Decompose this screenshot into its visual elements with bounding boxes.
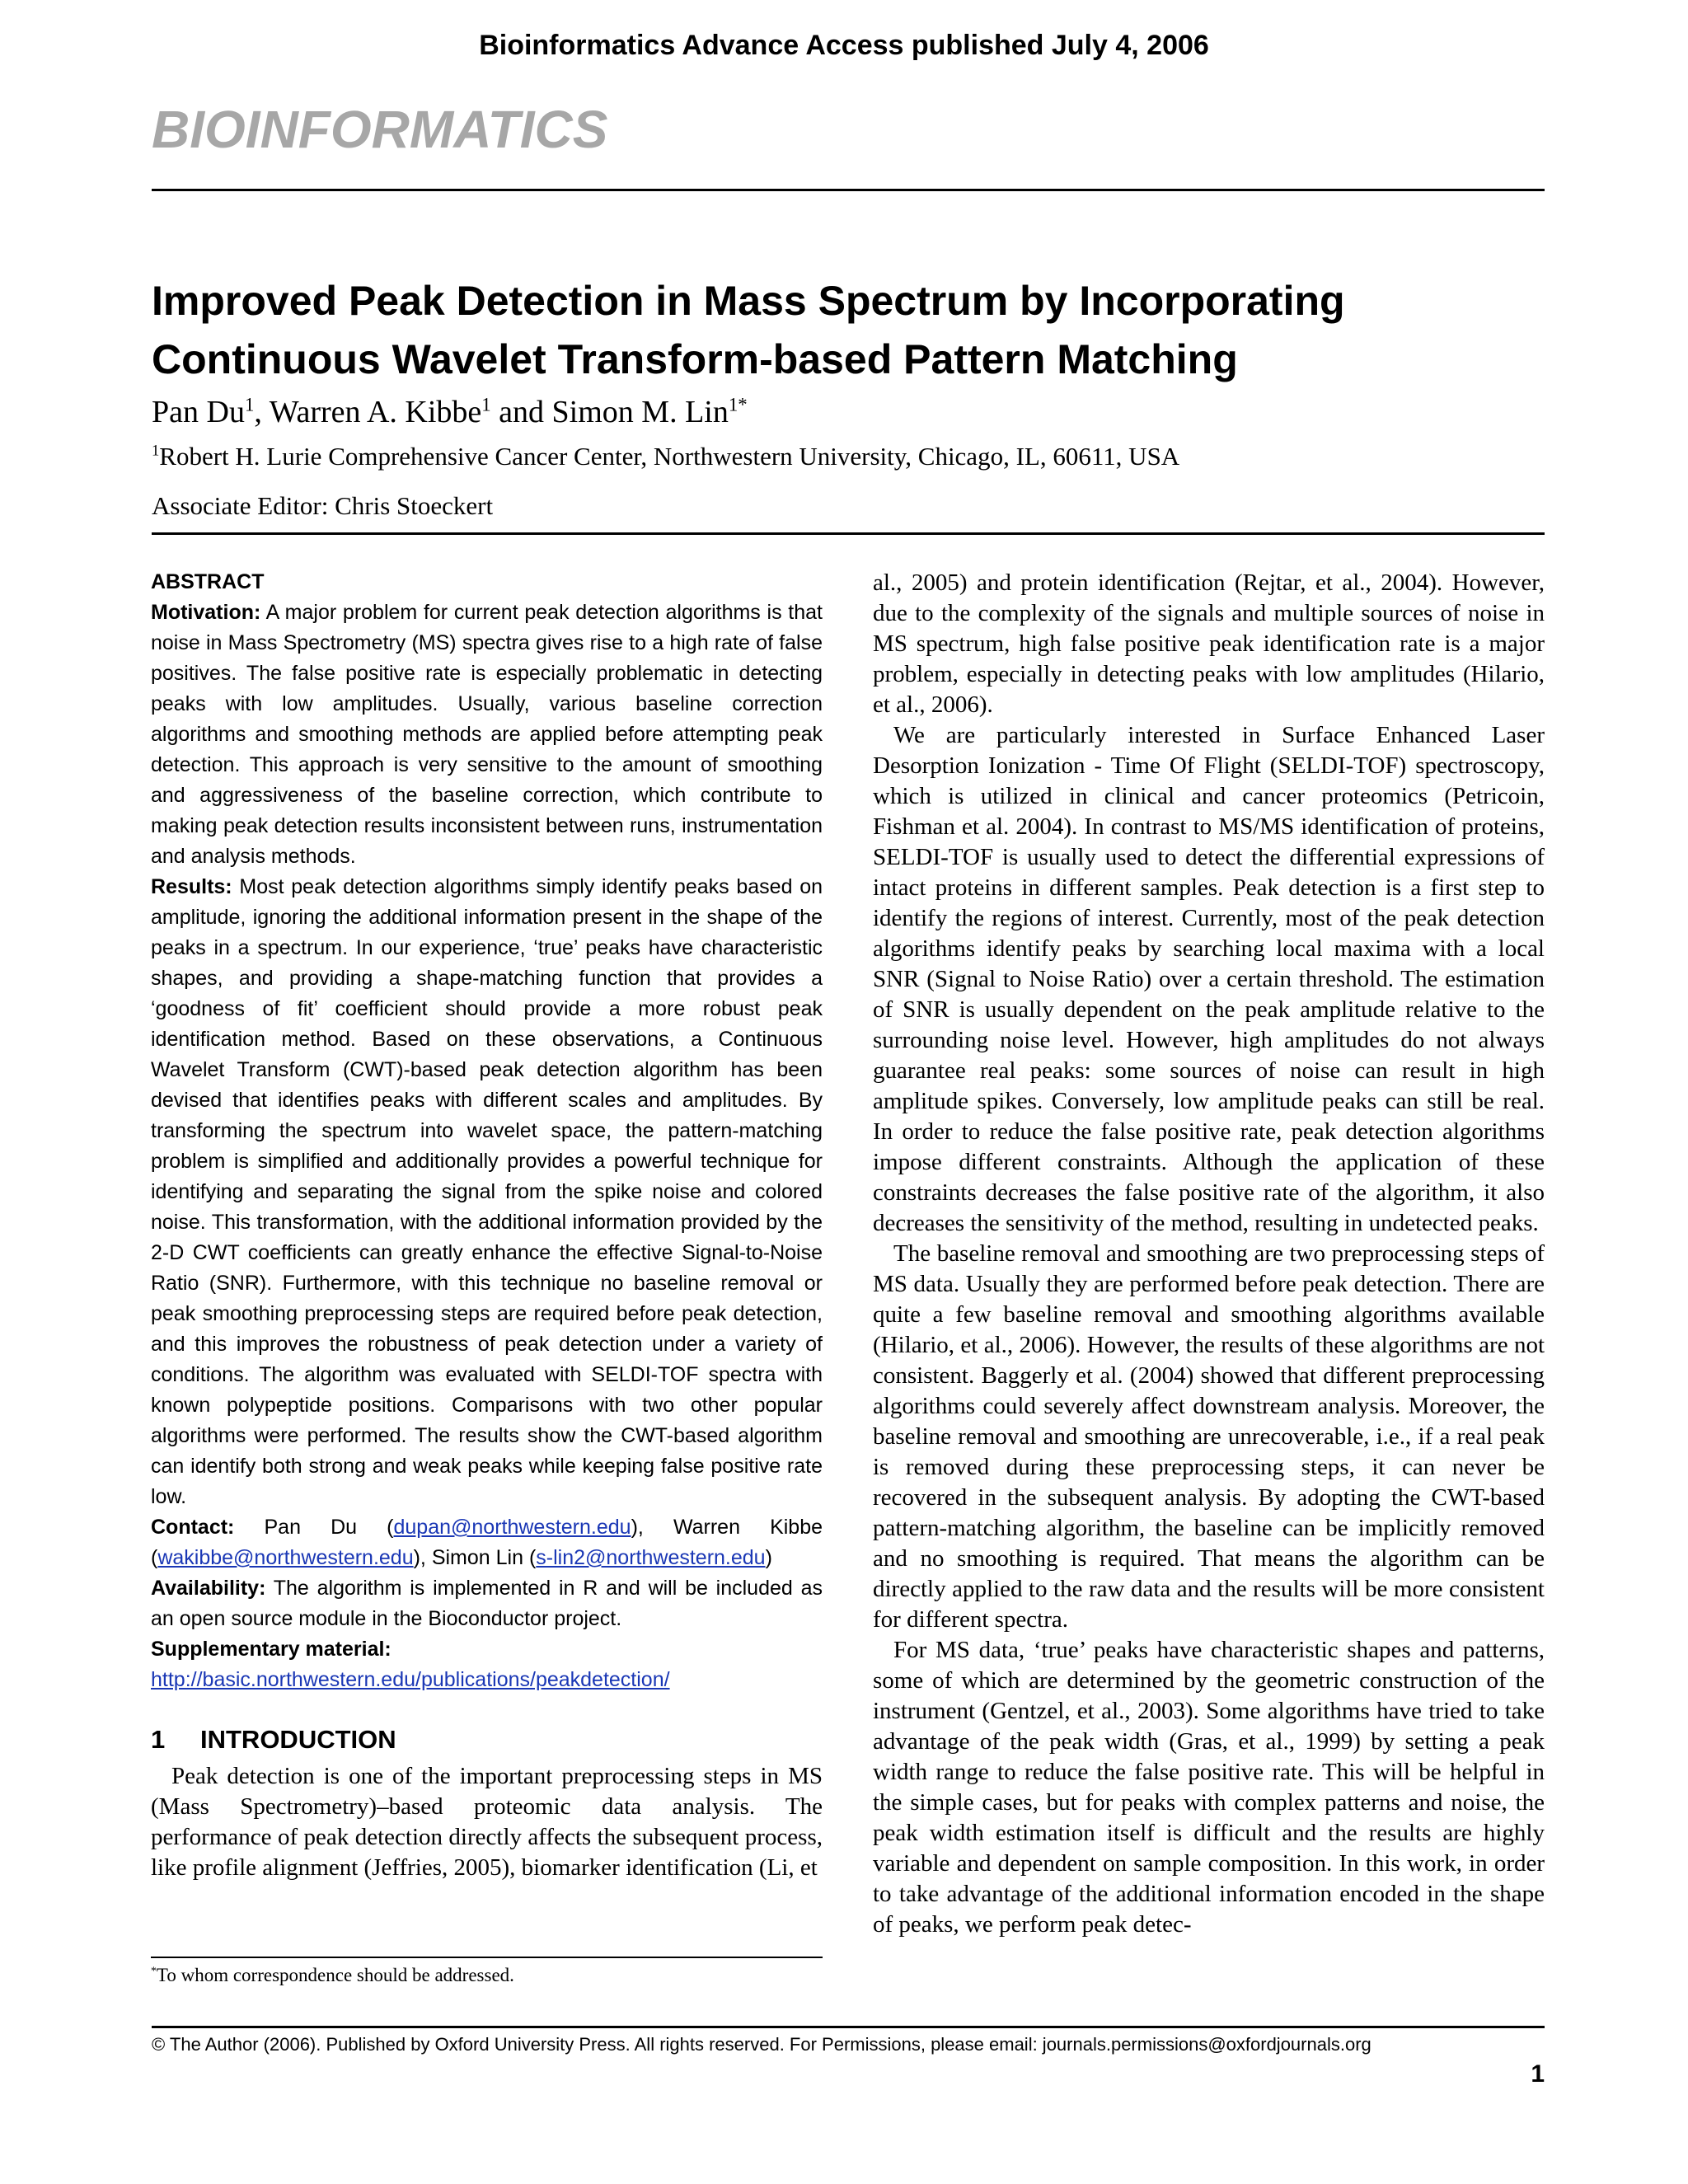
author-list <box>152 394 748 430</box>
right-column <box>873 568 1545 1940</box>
affiliation-marker: 1 <box>152 442 160 460</box>
availability-label: Availability: <box>151 1577 266 1600</box>
header-rule <box>152 189 1545 191</box>
title-line-2: Continuous Wavelet Transform-based Pattern Matching <box>152 336 1238 382</box>
abstract-motivation <box>151 598 823 872</box>
section-title: INTRODUCTION <box>200 1725 396 1754</box>
author-separator: , <box>254 395 270 429</box>
abstract-supplementary <box>151 1665 823 1695</box>
abstract-results <box>151 872 823 1512</box>
affiliation-text: Robert H. Lurie Comprehensive Cancer Center, Northwestern University, Chicago, IL, 60611, USA <box>159 442 1180 471</box>
contact-label: Contact: <box>151 1516 235 1539</box>
supplementary-link[interactable]: http://basic.northwestern.edu/publications/peakdetection/ <box>151 1668 670 1691</box>
copyright-notice: © The Author (2006). Published by Oxford University Press. All rights reserved. For Permissions, please email: journals.permissions@oxfordjournals.org <box>152 2034 1372 2055</box>
availability-text: The algorithm is implemented in R and will be included as an open source module in the Bioconductor project. <box>151 1577 823 1630</box>
article-title <box>152 272 1545 389</box>
footer-rule <box>152 2026 1545 2028</box>
title-block-rule <box>152 532 1545 535</box>
introduction-body <box>151 1761 823 1883</box>
correspondence-footnote <box>151 1965 514 1986</box>
author-name: Pan Du <box>152 395 245 429</box>
author-affiliation-marker: 1 <box>244 394 255 415</box>
author-affiliation-marker: 1 <box>481 394 491 415</box>
abstract-availability <box>151 1573 823 1634</box>
motivation-text: A major problem for current peak detection algorithms is that noise in Mass Spectrometry (MS) spectra gives rise to a high rate of false positives. The false positive rate is especially problematic in detecting peaks with low amplitudes. Usually, various baseline correction algorithms and smoothing methods are applied before attempting peak detection. This approach is very sensitive to the amount of smoothing and aggressiveness of the baseline correction, which contribute to making peak detection results inconsistent between runs, instrumentation and analysis methods. <box>151 601 823 868</box>
section-heading-introduction <box>151 1725 823 1755</box>
contact-name: Warren Kibbe <box>673 1516 823 1539</box>
affiliation <box>152 442 1179 471</box>
abstract <box>151 567 823 1695</box>
footnote-rule <box>151 1957 823 1958</box>
left-column <box>151 567 823 1883</box>
author-separator: and <box>490 395 552 429</box>
email-link[interactable]: s-lin2@northwestern.edu <box>536 1546 766 1569</box>
section-number: 1 <box>151 1725 166 1754</box>
journal-name: BIOINFORMATICS <box>152 100 608 159</box>
page-number: 1 <box>1531 2060 1545 2088</box>
results-text: Most peak detection algorithms simply identify peaks based on amplitude, ignoring the additional information present in the shape of the peaks in a spectrum. In our experience, ‘true’ peaks have characteristic shapes, and providing a shape-matching function that provides a ‘goodness of fit’ coefficient should provide a more robust peak identification method. Based on these observations, a Continuous Wavelet Transform (CWT)-based peak detection algorithm has been devised that identifies peaks with different scales and amplitudes. By transforming the spectrum into wavelet space, the pattern-matching problem is simplified and additionally provides a powerful technique for identifying and separating the signal from the spike noise and colored noise. This transformation, with the additional information provided by the 2-D CWT coefficients can greatly enhance the effective Signal-to-Noise Ratio (SNR). Furthermore, with this technique no baseline removal or peak smoothing preprocessing steps are required before peak detection, and this improves the robustness of peak detection under a variety of conditions. The algorithm was evaluated with SELDI-TOF spectra with known polypeptide positions. Comparisons with two other popular algorithms were performed. The results show the CWT-based algorithm can identify both strong and weak peaks while keeping false positive rate low. <box>151 875 823 1508</box>
footnote-marker: * <box>151 1964 157 1977</box>
supplementary-label: Supplementary material: <box>151 1638 392 1661</box>
abstract-heading: ABSTRACT <box>151 570 265 593</box>
contact-name: Pan Du <box>264 1516 358 1539</box>
email-link[interactable]: dupan@northwestern.edu <box>393 1516 631 1539</box>
footnote-text: To whom correspondence should be addressed. <box>156 1965 514 1985</box>
title-line-1: Improved Peak Detection in Mass Spectrum by Incorporating <box>152 278 1345 324</box>
advance-access-banner: Bioinformatics Advance Access published July 4, 2006 <box>479 30 1209 61</box>
paragraph: al., 2005) and protein identification (Rejtar, et al., 2004). However, due to the complexity of the signals and multiple sources of noise in MS spectrum, high false positive peak identification rate is a major problem, especially in detecting peaks with low amplitudes (Hilario, et al., 2006). <box>873 569 1545 718</box>
email-link[interactable]: wakibbe@northwestern.edu <box>157 1546 414 1569</box>
contact-name: Simon Lin <box>431 1546 523 1569</box>
author-name: Warren A. Kibbe <box>269 395 482 429</box>
paragraph: We are particularly interested in Surface Enhanced Laser Desorption Ionization - Time Of Flight (SELDI-TOF) spectroscopy, which is utilized in clinical and cancer proteomics (Petricoin, Fishman et al. 2004). In contrast to MS/MS identification of proteins, SELDI-TOF is usually used to detect the differential expressions of intact proteins in different samples. Peak detection is a first step to identify the regions of interest. Currently, most of the peak detection algorithms identify peaks by searching local maxima with a local SNR (Signal to Noise Ratio) over a certain threshold. The estimation of SNR is usually dependent on the peak amplitude relative to the surrounding noise level. However, high amplitudes do not always guarantee real peaks: some sources of noise can result in high amplitude spikes. Conversely, low amplitude peaks can still be real. In order to reduce the false positive rate, peak detection algorithms impose different constraints. Although the application of these constraints decreases the false positive rate of the algorithm, it also decreases the sensitivity of the method, resulting in undetected peaks. <box>873 722 1545 1236</box>
abstract-contact: Contact: Pan Du (dupan@northwestern.edu), Warren Kibbe (wakibbe@northwestern.edu), Simon Lin (s-lin2@northwestern.edu) <box>151 1516 823 1569</box>
results-label: Results: <box>151 875 232 898</box>
paragraph: The baseline removal and smoothing are two preprocessing steps of MS data. Usually they are performed before peak detection. There are quite a few baseline removal and smoothing algorithms available (Hilario, et al., 2006). However, the results of these algorithms are not consistent. Baggerly et al. (2004) showed that different preprocessing algorithms could severely affect downstream analysis. Moreover, the baseline removal and smoothing are unrecoverable, i.e., if a real peak is removed during these preprocessing steps, it can never be recovered in the subsequent analysis. By adopting the CWT-based pattern-matching algorithm, the baseline can be implicitly removed and no smoothing is required. That means the algorithm can be directly applied to the raw data and the results will be more consistent for different spectra. <box>873 1240 1545 1633</box>
author-affiliation-marker: 1* <box>728 394 748 415</box>
motivation-label: Motivation: <box>151 601 261 624</box>
paragraph: Peak detection is one of the important preprocessing steps in MS (Mass Spectrometry)–based proteomic data analysis. The performance of peak detection directly affects the subsequent process, like profile alignment (Jeffries, 2005), biomarker identification (Li, et <box>151 1763 823 1881</box>
author-name: Simon M. Lin <box>551 395 729 429</box>
associate-editor: Associate Editor: Chris Stoeckert <box>152 491 494 520</box>
paragraph: For MS data, ‘true’ peaks have characteristic shapes and patterns, some of which are determined by the geometric construction of the instrument (Gentzel, et al., 2003). Some algorithms have tried to take advantage of the peak width (Gras, et al., 1999) by setting a peak width range to reduce the false positive rate. This will be helpful in the simple cases, but for peaks with complex patterns and noise, the peak width estimation itself is difficult and the results are highly variable and dependent on sample composition. In this work, in order to take advantage of the additional information encoded in the shape of peaks, we perform peak detec- <box>873 1637 1545 1938</box>
